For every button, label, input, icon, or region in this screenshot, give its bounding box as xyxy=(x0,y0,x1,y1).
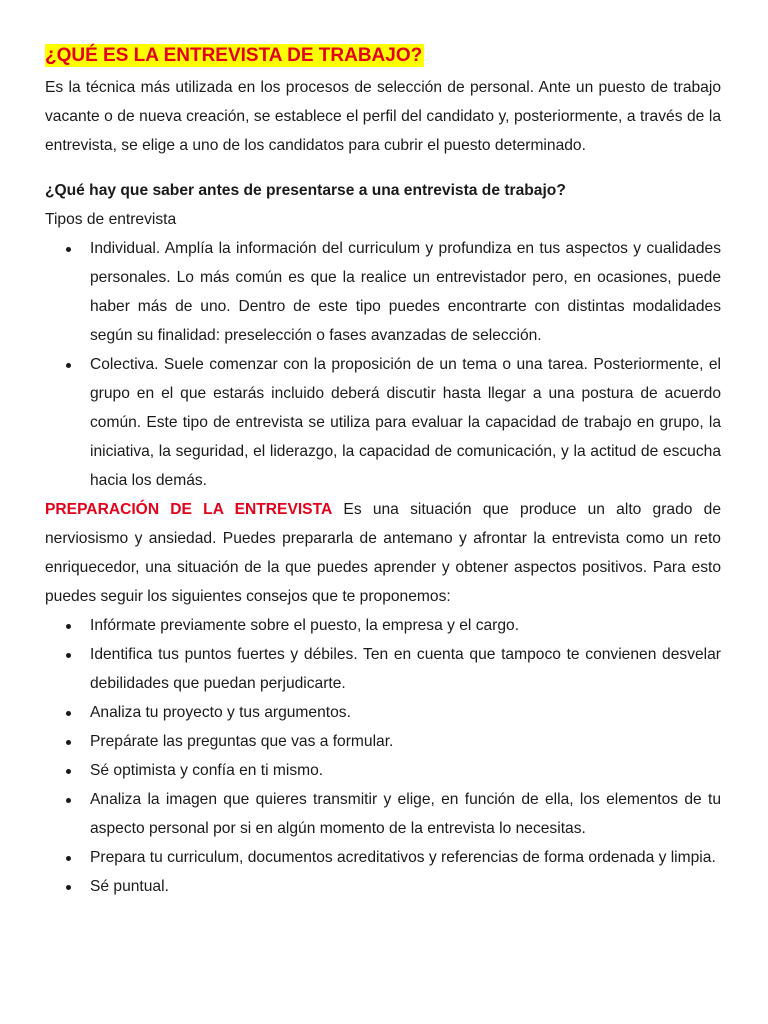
list-item xyxy=(45,785,721,843)
list-item-text: Sé puntual. xyxy=(90,878,169,895)
types-label: Tipos de entrevista xyxy=(45,211,177,228)
page-title: ¿QUÉ ES LA ENTREVISTA DE TRABAJO? xyxy=(45,45,423,66)
bullet-icon xyxy=(66,885,71,890)
tips-list xyxy=(45,611,721,901)
bullet-icon xyxy=(66,856,71,861)
preparation-text: Es una situación que produce un alto grado de nerviosismo y ansiedad. Puedes prepararla de antemano y afrontar la entrevista como un reto enriquecedor, una situación de la que puedes aprender y obtener aspectos positivos. Para esto puedes seguir los siguientes consejos que te proponemos: xyxy=(45,501,721,605)
list-item-text: Analiza la imagen que quieres transmitir y elige, en función de ella, los elementos de tu aspecto personal por si en algún momento de la entrevista lo necesitas. xyxy=(90,791,721,837)
intro-paragraph: Es la técnica más utilizada en los procesos de selección de personal. Ante un puesto de trabajo vacante o de nueva creación, se establece el perfil del candidato y, posteriormente, a través de la entrevista, se elige a uno de los candidatos para cubrir el puesto determinado. xyxy=(45,79,721,154)
preparation-heading: PREPARACIÓN DE LA ENTREVISTA xyxy=(45,501,333,518)
bullet-icon xyxy=(66,247,71,252)
preparation-paragraph xyxy=(45,495,721,611)
list-item-text: Infórmate previamente sobre el puesto, la empresa y el cargo. xyxy=(90,617,520,634)
interview-types-list xyxy=(45,234,721,495)
list-item xyxy=(45,872,721,901)
list-item-text: Analiza tu proyecto y tus argumentos. xyxy=(90,704,351,721)
list-item-text: Prepárate las preguntas que vas a formular. xyxy=(90,733,394,750)
bullet-icon xyxy=(66,798,71,803)
bullet-icon xyxy=(66,769,71,774)
list-item xyxy=(45,640,721,698)
list-item xyxy=(45,350,721,495)
question-heading: ¿Qué hay que saber antes de presentarse a una entrevista de trabajo? xyxy=(45,182,566,199)
list-item xyxy=(45,756,721,785)
bullet-icon xyxy=(66,740,71,745)
list-item xyxy=(45,843,721,872)
list-item xyxy=(45,698,721,727)
bullet-icon xyxy=(66,711,71,716)
bullet-icon xyxy=(66,653,71,658)
list-item-text: Identifica tus puntos fuertes y débiles. Ten en cuenta que tampoco te convienen desvelar debilidades que puedan perjudicarte. xyxy=(90,646,721,692)
list-item-text: Colectiva. Suele comenzar con la proposición de un tema o una tarea. Posteriormente, el grupo en el que estarás incluido deberá discutir hasta llegar a una postura de acuerdo común. Este tipo de entrevista se utiliza para evaluar la capacidad de trabajo en grupo, la iniciativa, la seguridad, el liderazgo, la capacidad de comunicación, y la actitud de escucha hacia los demás. xyxy=(90,356,721,489)
list-item-text: Individual. Amplía la información del curriculum y profundiza en tus aspectos y cualidades personales. Lo más común es que la realice un entrevistador pero, en ocasiones, puede haber más de uno. Dentro de este tipo puedes encontrarte con distintas modalidades según su finalidad: preselección o fases avanzadas de selección. xyxy=(90,240,721,344)
list-item xyxy=(45,234,721,350)
list-item-text: Prepara tu curriculum, documentos acreditativos y referencias de forma ordenada y limpia. xyxy=(90,849,716,866)
list-item xyxy=(45,611,721,640)
bullet-icon xyxy=(66,624,71,629)
list-item-text: Sé optimista y confía en ti mismo. xyxy=(90,762,324,779)
document-page xyxy=(45,44,721,901)
list-item xyxy=(45,727,721,756)
bullet-icon xyxy=(66,363,71,368)
